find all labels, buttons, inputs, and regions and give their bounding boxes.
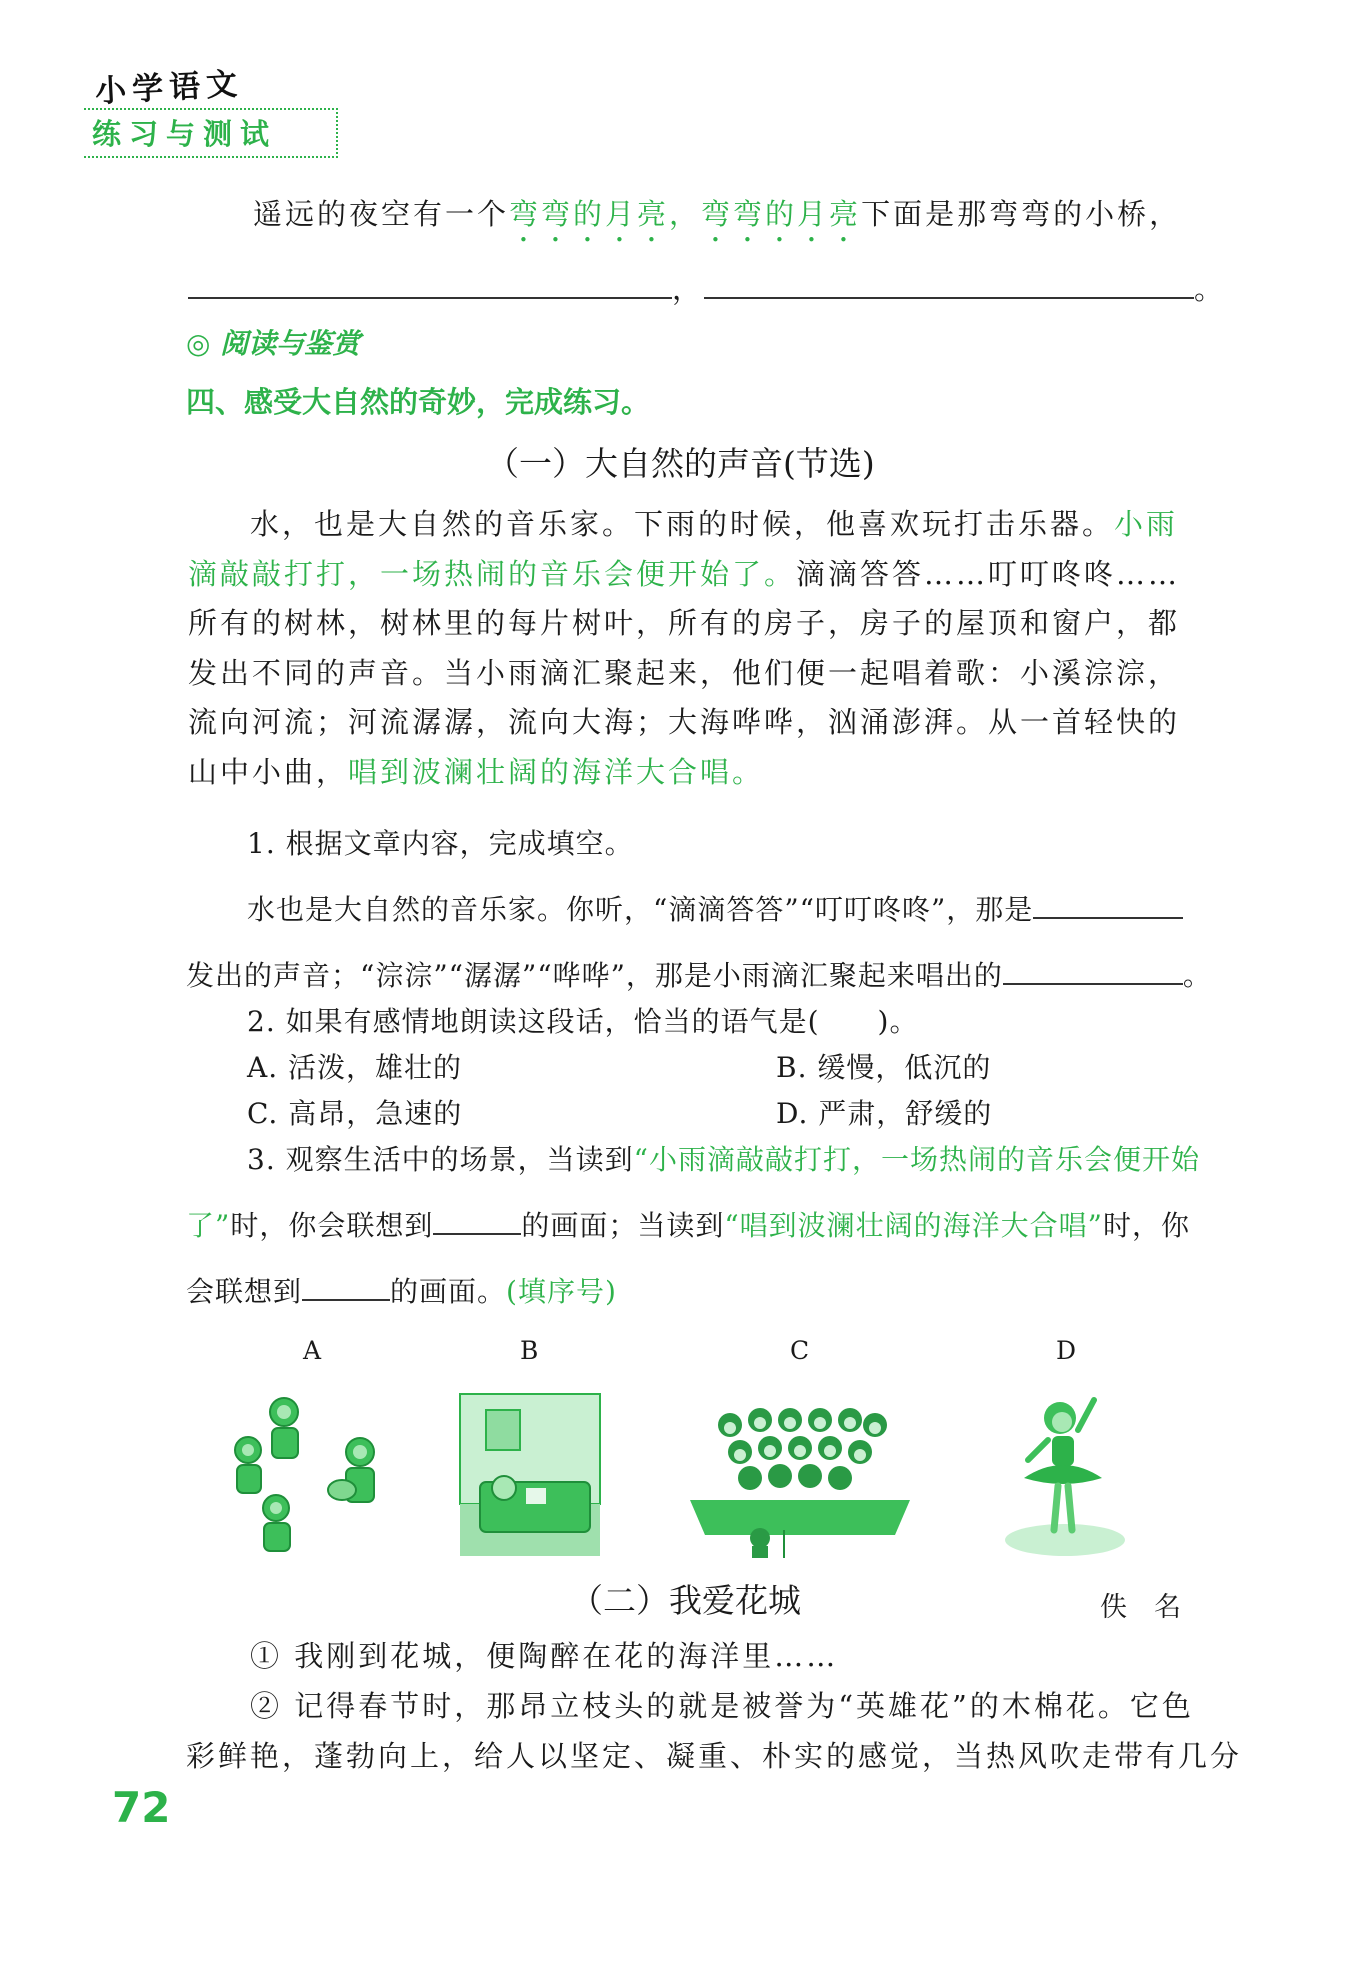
passage2-para-2-line-2: 彩鲜艳，蓬勃向上，给人以坚定、凝重、朴实的感觉，当热风吹走带有几分 [186, 1739, 1243, 1773]
q3-text-2: 时，你会联想到 [230, 1209, 434, 1242]
q1-line-1 [247, 888, 1183, 928]
q3-text-4: 时，你 [1103, 1209, 1191, 1242]
q1-label: 1. 根据文章内容，完成填空。 [247, 827, 634, 860]
q1-end: 。 [1182, 959, 1212, 992]
q1-blank-1[interactable] [1033, 889, 1183, 919]
q3-blank-1[interactable] [433, 1205, 521, 1235]
passage1-highlight-2: 唱到波澜壮阔的海洋大合唱。 [348, 754, 765, 789]
q2-option-d[interactable]: D. 严肃，舒缓的 [776, 1097, 993, 1130]
answer-blank-2[interactable] [704, 267, 1194, 299]
picture-label-c: C [790, 1336, 810, 1365]
sentence-pre: 遥远的夜空有一个 [253, 197, 510, 231]
picture-label-d: D [1056, 1336, 1077, 1365]
sentence-comma: ， [669, 197, 702, 231]
picture-c-choir[interactable] [680, 1390, 920, 1560]
passage2-para-2-line-1: ② 记得春节时，那昂立枝头的就是被誉为“英雄花”的木棉花。它色 [250, 1689, 1194, 1723]
passage2-title: （二）我爱花城 [570, 1581, 801, 1620]
picture-b-sleeping-child[interactable] [456, 1390, 604, 1560]
q2-option-a[interactable]: A. 活泼，雄壮的 [247, 1051, 463, 1084]
q3-text-3: 的画面；当读到 [521, 1209, 725, 1242]
q3-text-1: 3. 观察生活中的场景，当读到 [247, 1143, 634, 1176]
q3-line-1 [247, 1138, 1200, 1178]
book-subtitle: 练习与测试 [92, 117, 278, 151]
passage1-text-1: 水，也是大自然的音乐家。下雨的时候，他喜欢玩打击乐器。 [250, 507, 1115, 541]
q1-text-2: 发出的声音；“淙淙”“潺潺”“哗哗”，那是小雨滴汇聚起来唱出的 [186, 959, 1003, 992]
q3-quote-2: “唱到波澜壮阔的海洋大合唱” [724, 1209, 1103, 1242]
blank-end: 。 [1194, 272, 1227, 306]
fill-line [188, 265, 1226, 314]
passage1-highlight-1: 小雨滴敲敲打打，一场热闹的音乐会便开始了。 [188, 507, 1179, 591]
q3-quote-1: “小雨滴敲敲打打，一场热闹的音乐会便开始 [633, 1143, 1200, 1176]
passage1-title: （一）大自然的声音(节选) [486, 444, 875, 483]
picture-label-b: B [520, 1336, 539, 1365]
picture-a-kids-music[interactable] [222, 1390, 412, 1560]
q3-text-6: 的画面。 [390, 1275, 507, 1308]
q3-blank-2[interactable] [302, 1271, 390, 1301]
q3-line-2 [186, 1204, 1190, 1244]
picture-label-a: A [303, 1336, 322, 1365]
q2-option-b[interactable]: B. 缓慢，低沉的 [776, 1051, 992, 1084]
page-number: 72 [112, 1783, 171, 1832]
passage1-text-2: 滴滴答答……叮叮咚咚……所有的树林，树林里的每片树叶，所有的房子，房子的屋顶和窗户，都发出不同的声音。当小雨滴汇聚起来，他们便一起唱着歌：小溪淙淙，流向河流；河流潺潺，流向大海；大海哗哗，汹涌澎湃。从一首轻快的山中小曲， [188, 556, 1181, 789]
passage2-para-1: ① 我刚到花城，便陶醉在花的海洋里…… [250, 1639, 839, 1673]
section-reading-heading: ◎ 阅读与鉴赏 [186, 327, 361, 360]
emphasis-moon-1: 弯弯的月亮 [509, 197, 670, 231]
q3-quote-1-end: 了” [186, 1209, 231, 1242]
q2-option-c[interactable]: C. 高昂，急速的 [247, 1097, 463, 1130]
q1-line-2 [186, 954, 1212, 994]
passage1-body [188, 500, 1202, 797]
sentence-line [253, 190, 1181, 249]
task4-heading: 四、感受大自然的奇妙，完成练习。 [186, 385, 651, 419]
emphasis-moon-2: 弯弯的月亮 [701, 197, 862, 231]
picture-d-ballerina[interactable] [990, 1390, 1140, 1560]
sentence-post: 下面是那弯弯的小桥， [861, 197, 1182, 231]
passage2-author: 佚 名 [1100, 1592, 1181, 1623]
q1-blank-2[interactable] [1003, 955, 1183, 985]
book-title: 小学语文 [94, 66, 245, 110]
blank-separator: ， [672, 272, 705, 306]
q3-line-3 [186, 1270, 617, 1310]
q3-text-5: 会联想到 [186, 1275, 303, 1308]
answer-blank-1[interactable] [188, 267, 672, 299]
q1-text-1: 水也是大自然的音乐家。你听，“滴滴答答”“叮叮咚咚”，那是 [247, 893, 1034, 926]
q3-note: (填序号) [506, 1275, 617, 1308]
q2-label: 2. 如果有感情地朗读这段话，恰当的语气是( )。 [247, 1005, 919, 1038]
